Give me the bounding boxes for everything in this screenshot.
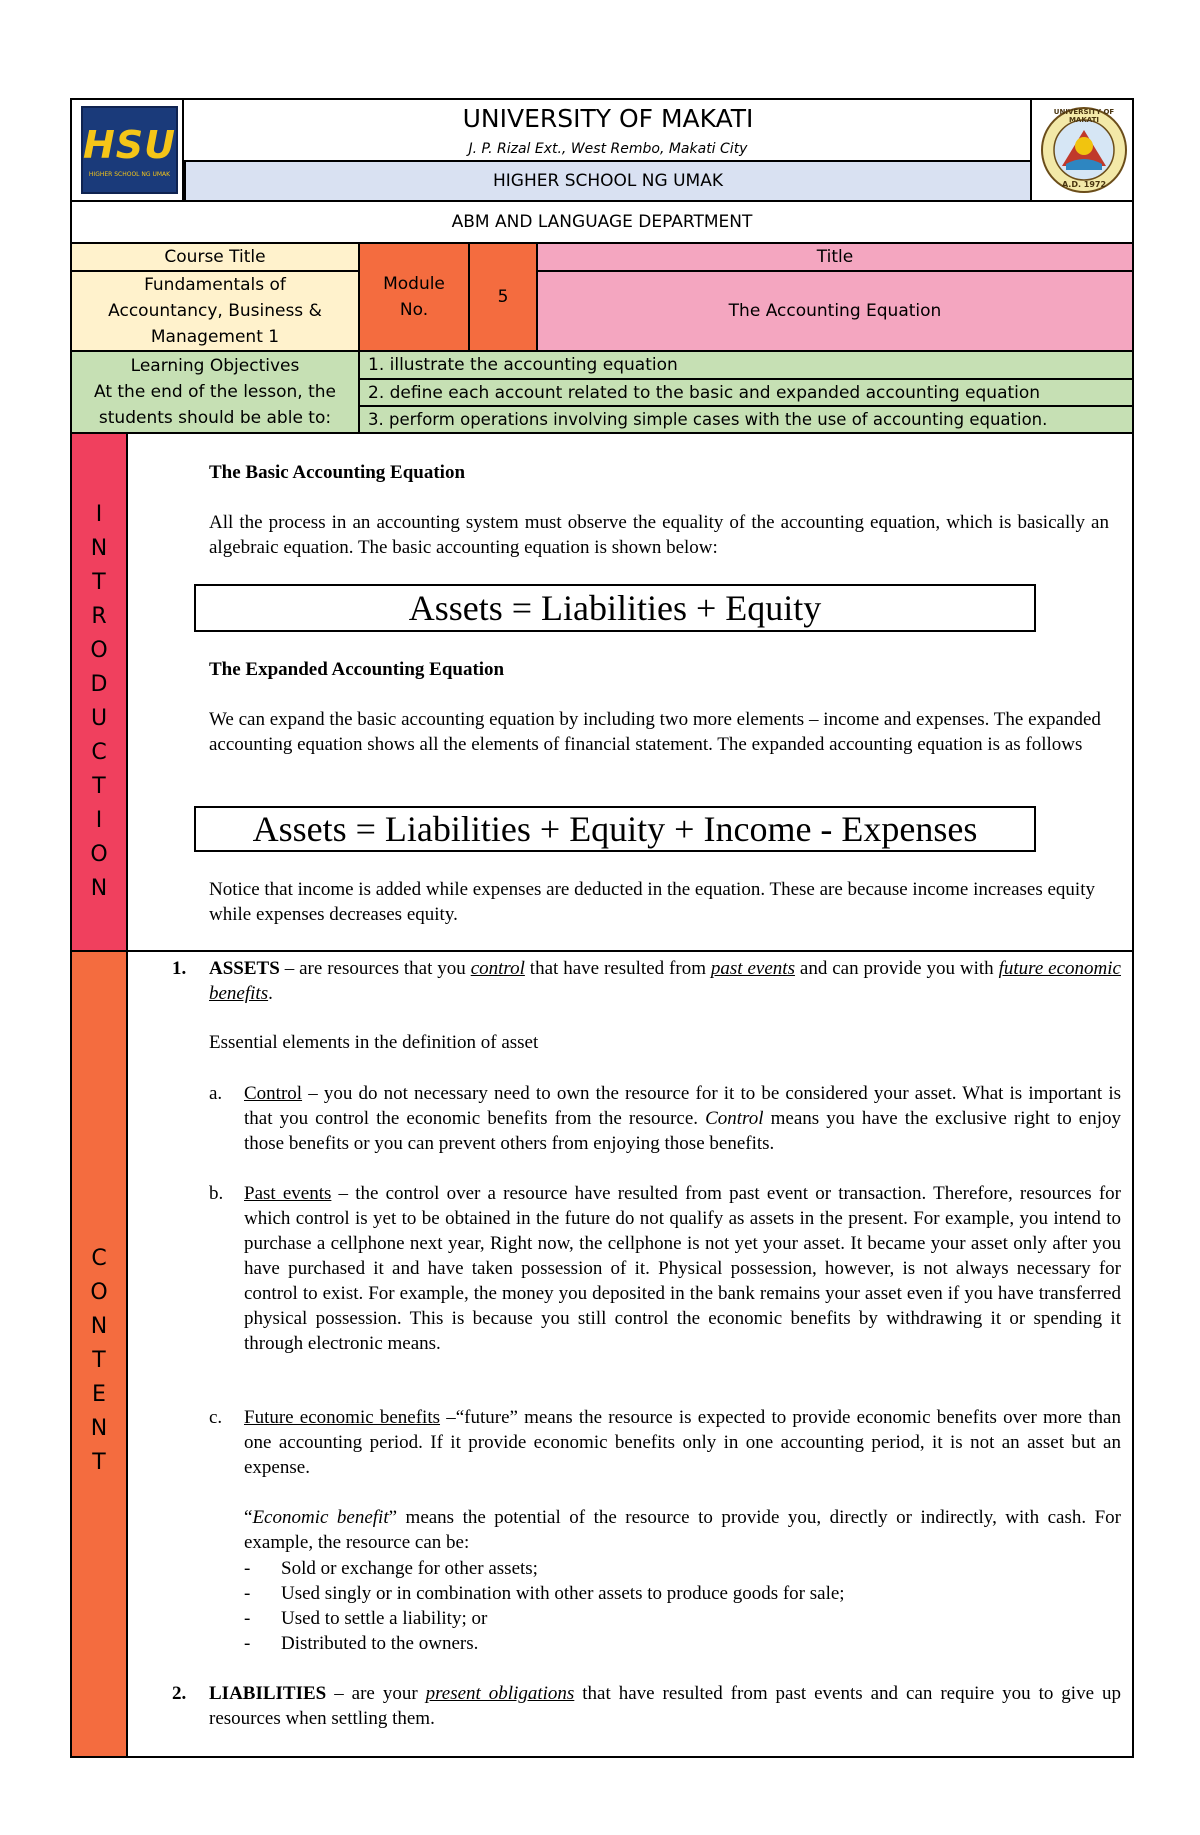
side-letter: T: [92, 570, 106, 595]
introduction-letters: [72, 434, 126, 906]
umak-seal: [1040, 106, 1128, 194]
side-letter: O: [90, 638, 108, 663]
content-sidebar: [70, 950, 128, 1758]
text-run: – are your: [326, 1683, 426, 1704]
side-letter: O: [90, 842, 108, 867]
bullet-item: Distributed to the owners.: [281, 1633, 479, 1654]
objectives-subtext: At the end of the lesson, the students should be able to:: [93, 382, 336, 428]
side-letter: T: [92, 1450, 106, 1475]
economic-benefit-term: Economic benefit: [252, 1507, 389, 1528]
side-letter: C: [91, 1246, 107, 1271]
expanded-equation-box: [194, 806, 1036, 852]
item-c-term: Future economic benefits: [244, 1407, 441, 1428]
item-b-label: b.: [209, 1183, 224, 1204]
course-title-value: Fundamentals of Accountancy, Business & Management 1: [108, 275, 322, 347]
assets-term: ASSETS: [209, 958, 280, 979]
introduction-sidebar: [70, 432, 128, 952]
bullet-item: Sold or exchange for other assets;: [281, 1558, 538, 1579]
seal-year: A.D. 1972: [1061, 180, 1107, 189]
assets-number: 1.: [172, 958, 187, 979]
objective-2: 2. define each account related to the basic and expanded accounting equation: [368, 382, 1041, 403]
basic-equation: Assets = Liabilities + Equity: [408, 588, 822, 628]
assets-definition: [209, 956, 1121, 1006]
side-letter: D: [90, 672, 108, 697]
course-title-label-cell: [70, 242, 360, 272]
title-label-cell: [536, 242, 1134, 272]
side-letter: N: [90, 876, 108, 901]
module-number-cell: [468, 242, 538, 352]
university-address: J. P. Rizal Ext., West Rembo, Makati City: [468, 141, 748, 157]
objective-1-cell: [358, 350, 1134, 380]
item-c-text: [244, 1405, 1121, 1480]
seal-text: UNIVERSITY OF MAKATI: [1053, 108, 1115, 124]
text-run: that have resulted from past events and can require you to give up resources when settling them.: [209, 1683, 1121, 1729]
objective-1: 1. illustrate the accounting equation: [368, 355, 678, 375]
side-letter: U: [90, 706, 108, 731]
liabilities-number: 2.: [172, 1683, 187, 1704]
department-row: [70, 200, 1134, 244]
school-name-banner: [184, 160, 1032, 202]
module-label-cell: [358, 242, 470, 352]
basic-equation-paragraph: All the process in an accounting system must observe the equality of the accounting equation, which is basically an algebraic equation. The basic accounting equation is shown below:: [209, 512, 1109, 558]
text-run: that have resulted from: [524, 958, 711, 979]
objective-2-cell: [358, 378, 1134, 407]
text-run: – the control over a resource have resulted from past event or transaction. Therefore, resources for which control is yet to be obtained in the future do not qualify as assets in the present. For example, you intend to purchase a cellphone next year, Right now, the cellphone is not yet your asset. It became your asset only after you have purchased it and have taken possession of it. Physical possession, however, is not always necessary for control to exist. For example, the money you deposited in the bank remains your asset even if you have transferred physical possession. This is because you still control the economic benefits by withdrawing it or spending it through electronic means.: [244, 1183, 1122, 1354]
essential-elements: Essential elements in the definition of asset: [209, 1032, 539, 1053]
school-name: HIGHER SCHOOL NG UMAK: [493, 171, 723, 191]
item-b-text: [244, 1181, 1121, 1356]
text-run: .: [268, 983, 273, 1004]
text-run: “: [244, 1507, 253, 1528]
text-run: – you do not necessary need to own the resource for it to be considered your asset. What is important is that you control the economic benefits from the resource.: [244, 1083, 1121, 1129]
item-b-term: Past events: [244, 1183, 332, 1204]
side-letter: I: [95, 808, 103, 833]
text-run: –“future” means the resource is expected to provide economic benefits over more than one accounting period. If it provide economic benefits only in one accounting period, it is not an asset but an expense.: [244, 1407, 1121, 1478]
item-a-term: Control: [244, 1083, 303, 1104]
text-run: Control: [705, 1108, 764, 1129]
course-title-label: Course Title: [164, 247, 266, 267]
liabilities-term: LIABILITIES: [209, 1683, 327, 1704]
module-label: Module No.: [383, 274, 445, 320]
side-letter: I: [95, 502, 103, 527]
objective-3: 3. perform operations involving simple cases with the use of accounting equation.: [368, 410, 1048, 429]
item-c-label: c.: [209, 1407, 223, 1428]
section-divider: [70, 950, 1134, 952]
side-letter: N: [90, 536, 108, 561]
hsu-logo-subtext: HIGHER SCHOOL NG UMAK: [88, 170, 171, 178]
liabilities-definition: [209, 1681, 1121, 1731]
side-letter: E: [92, 1382, 106, 1407]
side-letter: T: [92, 774, 106, 799]
objectives-label-cell: [70, 350, 360, 434]
bullet-item: Used to settle a liability; or: [281, 1608, 488, 1629]
side-letter: N: [90, 1416, 108, 1441]
module-number: 5: [497, 287, 509, 307]
text-run: – are resources that you: [279, 958, 471, 979]
course-title-value-cell: [70, 270, 360, 352]
text-run: and can provide you with: [794, 958, 999, 979]
text-run: ” means the potential of the resource to provide you, directly or indirectly, with cash. For example, the resource can be:: [244, 1507, 1121, 1553]
economic-benefit-paragraph: [244, 1505, 1121, 1555]
assets-future-benefits: future economic benefits: [209, 958, 1121, 1004]
liabilities-present-obligations: present obligations: [425, 1683, 575, 1704]
bullet-item: Used singly or in combination with other assets to produce goods for sale;: [281, 1583, 845, 1604]
title-label: Title: [816, 247, 854, 267]
notice-paragraph: Notice that income is added while expenses are deducted in the equation. These are because income increases equity while expenses decreases equity.: [209, 879, 1095, 925]
hsu-logo-text: HSU: [82, 122, 177, 167]
bullet-mark: -: [244, 1558, 251, 1579]
hsu-logo: [81, 106, 178, 194]
side-letter: C: [91, 740, 107, 765]
basic-equation-box: [194, 584, 1036, 632]
university-name: UNIVERSITY OF MAKATI: [462, 104, 754, 133]
assets-control: control: [470, 958, 525, 979]
side-letter: O: [90, 1280, 108, 1305]
content-letters: [72, 952, 126, 1480]
side-letter: T: [92, 1348, 106, 1373]
side-letter: R: [91, 604, 107, 629]
title-value: The Accounting Equation: [728, 301, 942, 321]
expanded-equation-heading: The Expanded Accounting Equation: [209, 659, 505, 680]
side-letter: N: [90, 1314, 108, 1339]
text-run: means you have the exclusive right to enjoy those benefits or you can prevent others from enjoying those benefits.: [244, 1108, 1121, 1154]
title-value-cell: [536, 270, 1134, 352]
bullet-mark: -: [244, 1583, 251, 1604]
department-name: ABM AND LANGUAGE DEPARTMENT: [451, 212, 753, 232]
assets-past-events: past events: [710, 958, 795, 979]
objectives-label: Learning Objectives: [130, 356, 300, 376]
bullet-mark: -: [244, 1633, 251, 1654]
item-a-text: [244, 1081, 1121, 1156]
objective-3-cell: [358, 405, 1134, 434]
item-a-label: a.: [209, 1083, 223, 1104]
expanded-equation-paragraph: We can expand the basic accounting equation by including two more elements – income and expenses. The expanded accounting equation shows all the elements of financial statement. The expanded accounting equation is as follows: [209, 709, 1101, 755]
bullet-mark: -: [244, 1608, 251, 1629]
basic-equation-heading: The Basic Accounting Equation: [209, 462, 466, 483]
expanded-equation: Assets = Liabilities + Equity + Income - Expenses: [252, 809, 978, 849]
